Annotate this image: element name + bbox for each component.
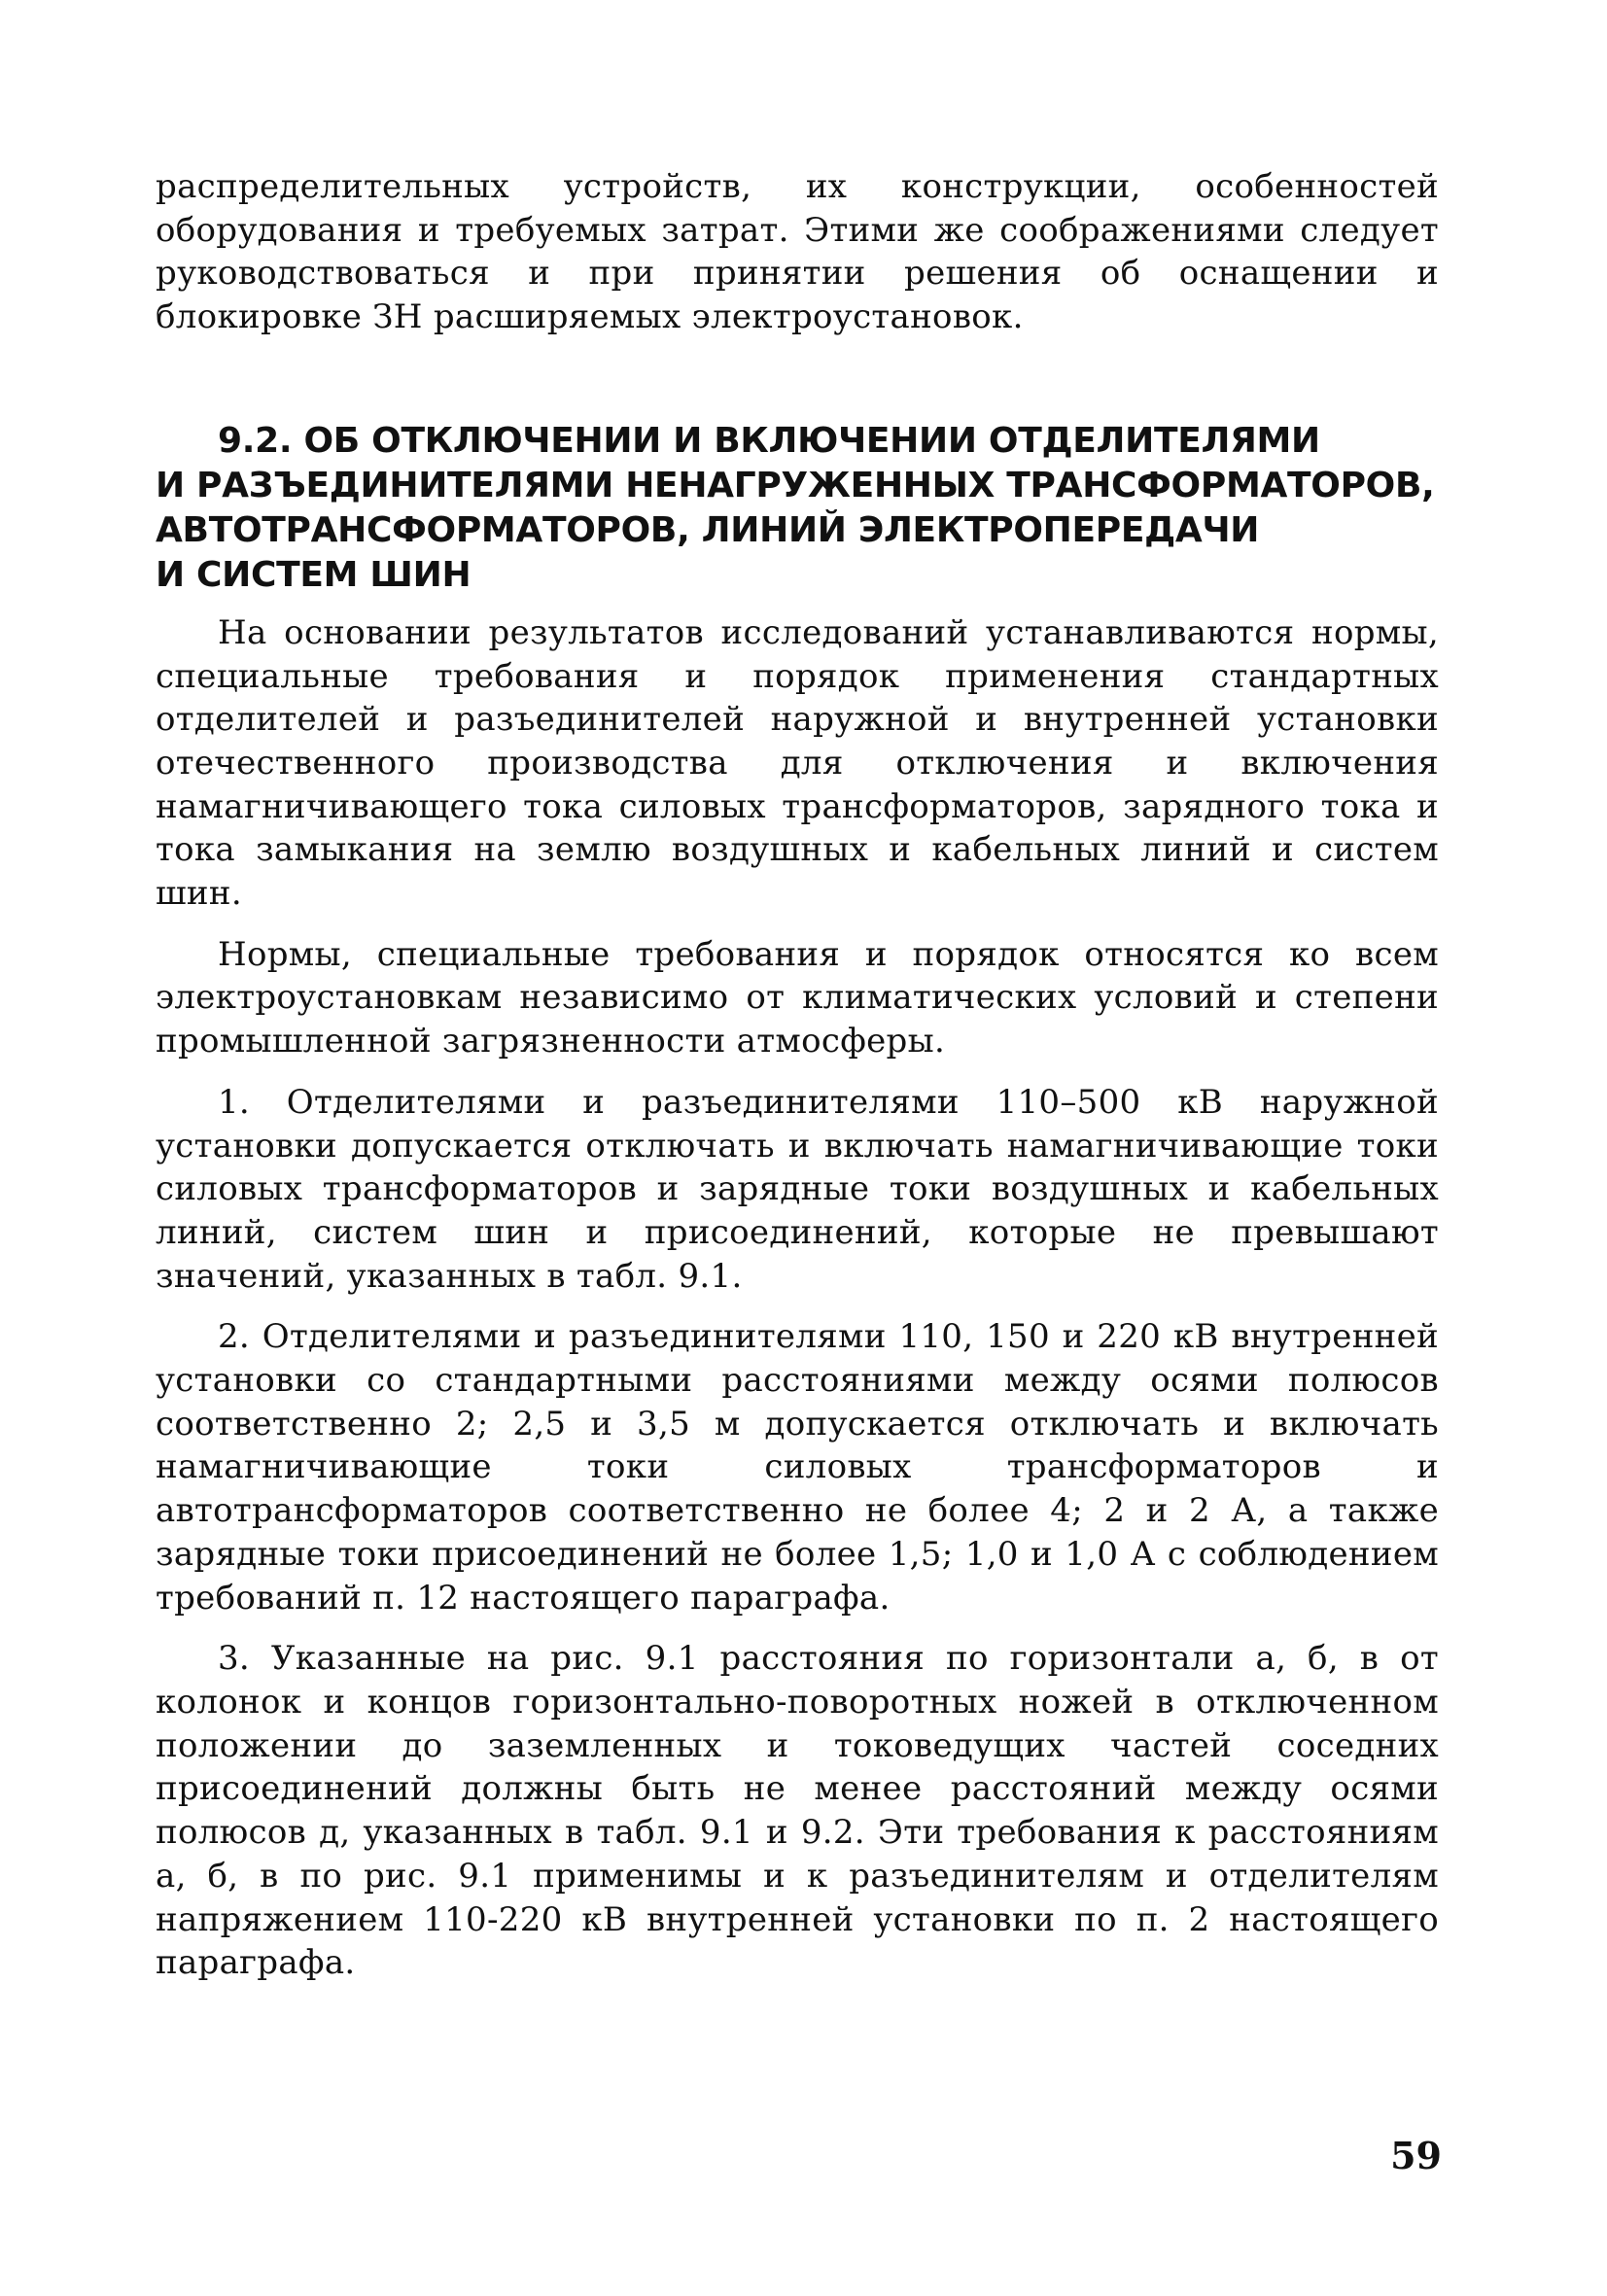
heading-line-2: И РАЗЪЕДИНИТЕЛЯМИ НЕНАГРУЖЕННЫХ ТРАНСФОРМАТОРОВ, — [156, 465, 1435, 505]
heading-line-3: АВТОТРАНСФОРМАТОРОВ, ЛИНИЙ ЭЛЕКТРОПЕРЕДАЧИ — [156, 509, 1260, 550]
page-number: 59 — [1390, 2134, 1442, 2177]
body-paragraph-item-3: 3. Указанные на рис. 9.1 расстояния по горизонтали а, б, в от колонок и концов горизонтально-поворотных ножей в отключенном положении до заземленных и токоведущих частей соседних присоединений должны быть не менее расстояний между осями полюсов д, указанных в табл. 9.1 и 9.2. Эти требования к расстояниям а, б, в по рис. 9.1 применимы и к разъединителям и отделителям напряжением 110-220 кВ внутренней установки по п. 2 настоящего параграфа. — [156, 1639, 1439, 1983]
heading-line-1: 9.2. ОБ ОТКЛЮЧЕНИИ И ВКЛЮЧЕНИИ ОТДЕЛИТЕЛЯМИ — [218, 420, 1320, 461]
heading-line-4: И СИСТЕМ ШИН — [156, 554, 472, 595]
document-page — [156, 165, 1439, 2255]
body-paragraph-intro: На основании результатов исследований устанавливаются нормы, специальные требования и порядок применения стандартных отделителей и разъединителей наружной и внутренней установки отечественного производства для отключения и включения намагничивающего тока силовых трансформаторов, зарядного тока и тока замыкания на землю воздушных и кабельных линий и систем шин. — [156, 612, 1439, 914]
body-paragraph-item-2: 2. Отделителями и разъединителями 110, 150 и 220 кВ внутренней установки со стандартными расстояниями между осями полюсов соответственно 2; 2,5 и 3,5 м допускается отключать и включать намагничивающие токи силовых трансформаторов и автотрансформаторов соответственно не более 4; 2 и 2 А, а также зарядные токи присоединений не более 1,5; 1,0 и 1,0 А с соблюдением требований п. 12 настоящего параграфа. — [156, 1317, 1439, 1618]
body-paragraph-norms: Нормы, специальные требования и порядок относятся ко всем электроустановкам независимо от климатических условий и степени промышленной загрязненности атмосферы. — [156, 934, 1439, 1061]
section-heading — [156, 419, 1439, 598]
body-paragraph-item-1: 1. Отделителями и разъединителями 110–500 кВ наружной установки допускается отключать и включать намагничивающие токи силовых трансформаторов и зарядные токи воздушных и кабельных линий, систем шин и присоединений, которые не превышают значений, указанных в табл. 9.1. — [156, 1082, 1439, 1296]
top-paragraph: распределительных устройств, их конструкции, особенностей оборудования и требуемых затрат. Этими же соображениями следует руководствоваться и при принятии решения об оснащении и блокировке ЗН расширяемых электроустановок. — [156, 167, 1439, 337]
